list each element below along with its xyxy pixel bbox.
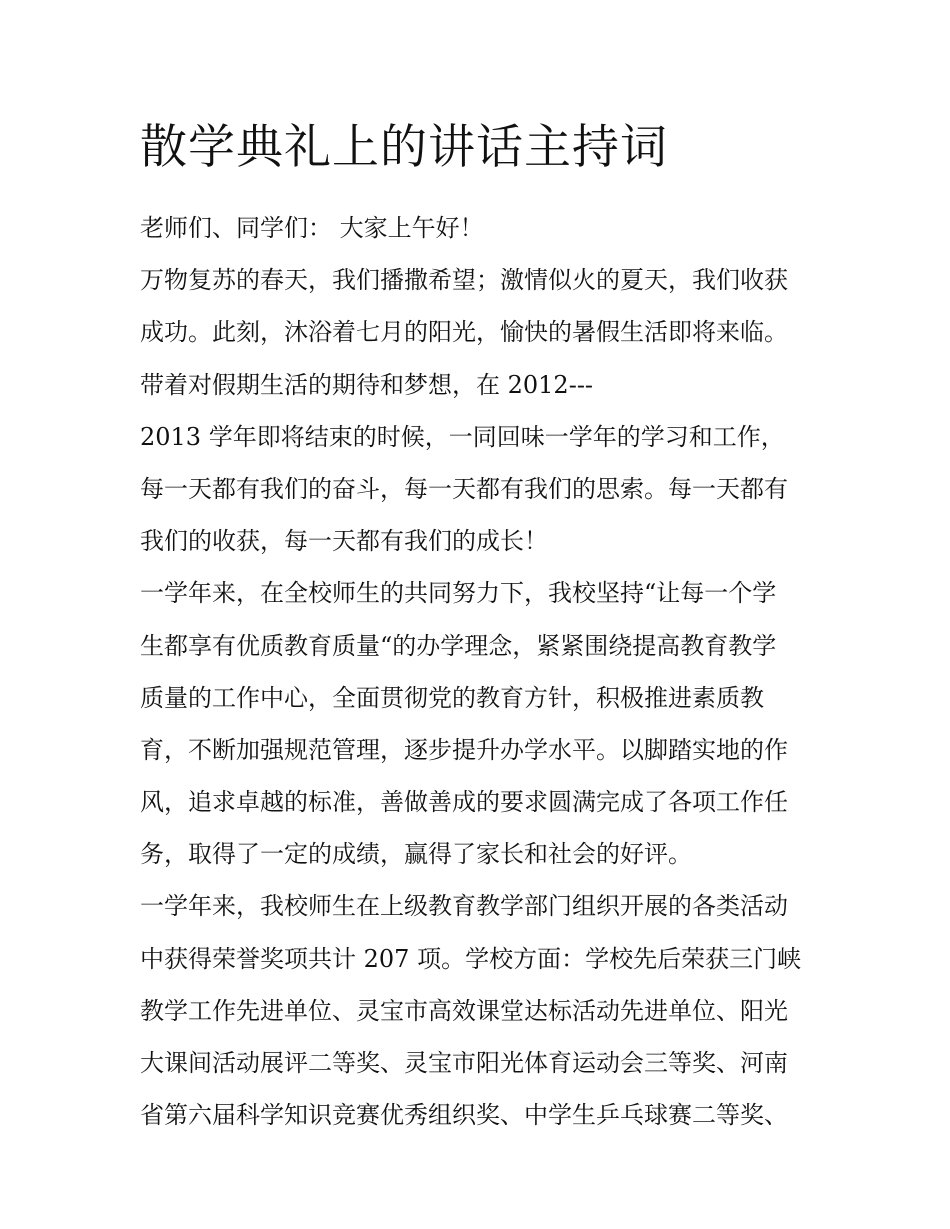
text-line: 2013 学年即将结束的时候，一同回味一学年的学习和工作， (140, 422, 785, 451)
document-title: 散学典礼上的讲话主持词 (140, 120, 668, 175)
text-line: 风，追求卓越的标准，善做善成的要求圆满完成了各项工作任 (140, 788, 788, 817)
text-line: 一学年来，我校师生在上级教育教学部门组织开展的各类活动 (140, 892, 788, 921)
text-line: 成功。此刻，沐浴着七月的阳光，愉快的暑假生活即将来临。 (140, 318, 788, 347)
text-line: 中获得荣誉奖项共计 207 项。学校方面：学校先后荣获三门峡 (140, 944, 802, 973)
text-line: 质量的工作中心，全面贯彻党的教育方针，积极推进素质教 (140, 683, 764, 712)
text-line: 我们的收获，每一天都有我们的成长！ (140, 527, 548, 556)
text-line: 务，取得了一定的成绩，赢得了家长和社会的好评。 (140, 840, 692, 869)
text-line: 省第六届科学知识竞赛优秀组织奖、中学生乒乓球赛二等奖、 (140, 1101, 788, 1130)
document-body (140, 202, 830, 1141)
text-line: 老师们、同学们： 大家上午好！ (140, 214, 484, 242)
text-line: 带着对假期生活的期待和梦想，在 2012--- (140, 370, 594, 399)
text-line: 一学年来，在全校师生的共同努力下，我校坚持“让每一个学 (140, 579, 777, 608)
text-line: 大课间活动展评二等奖、灵宝市阳光体育运动会三等奖、河南 (140, 1049, 788, 1077)
text-line: 万物复苏的春天，我们播撒希望；激情似火的夏天，我们收获 (140, 266, 788, 295)
text-line: 育，不断加强规范管理，逐步提升办学水平。以脚踏实地的作 (140, 735, 788, 764)
text-line: 每一天都有我们的奋斗，每一天都有我们的思索。每一天都有 (140, 474, 788, 503)
text-line: 教学工作先进单位、灵宝市高效课堂达标活动先进单位、阳光 (140, 996, 788, 1025)
text-line: 生都享有优质教育质量“的办学理念，紧紧围绕提高教育教学 (140, 631, 777, 660)
